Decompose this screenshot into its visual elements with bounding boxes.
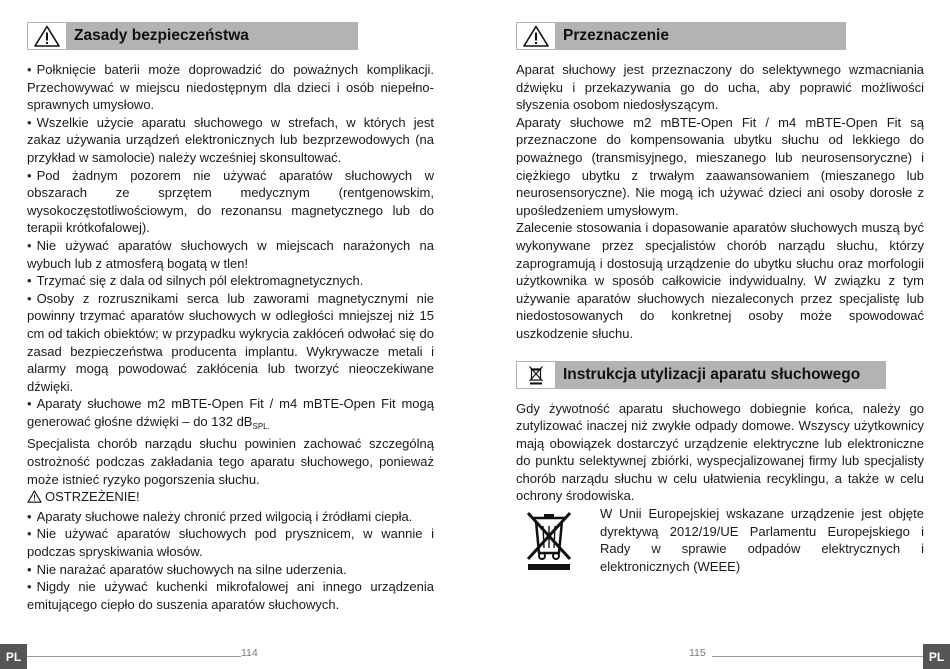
safety-title: Zasady bezpieczeństwa [74,27,249,44]
language-tab-right: PL [923,644,950,669]
spl-subscript: SPL. [252,421,270,431]
warning-item-moisture: • Aparaty słuchowe należy chronić przed wilgocią i źródłami ciepła. [27,508,434,526]
weee-notice [516,505,924,575]
left-column [27,22,434,613]
warning-triangle-icon [516,22,556,50]
page-number-right: 115 [689,647,706,659]
warning-item-microwave: • Nigdy nie używać kuchenki mikrofalowej ani innego urządzenia emitującego ciepło do suszenia aparatów słuchowych. [27,578,434,613]
purpose-section-header [516,22,846,50]
safety-item-battery: • Połknięcie baterii może doprowadzić do poważnych komplikacji. Przechowywać w miejscu niedostępnym dla dzieci i osób niepełno-sprawnych umysłowo. [27,61,434,114]
purpose-title: Przeznaczenie [563,27,669,44]
footer-rule-right [712,656,923,657]
specialist-note: Specjalista chorób narządu słuchu powinien zachować szczególną ostrożność podczas zakładania tego aparatu słuchowego, ponieważ może istnieć ryzyko pogorszenia słuchu. [27,436,434,487]
purpose-paragraph: Zalecenie stosowania i dopasowanie aparatów słuchowych muszą być wykonywane przez specjalistów chorób narządu słuchu, którzy zaprogramują i dostosują urządzenie do ubytku słuchu oraz morfologii użytkownika w sposób całkowicie indywidualny. W związku z tym używanie aparatów słuchowych niezaleconych przez specjalistę lub niedostosowanych do konkretnej osoby może spowodować uszkodzenie słuchu. [516,220,924,341]
page-footer [0,644,950,669]
crossed-bin-icon [516,361,556,389]
safety-section-header [27,22,358,50]
crossed-bin-icon [524,509,586,573]
safety-item-em-fields: • Trzymać się z dala od silnych pól elektromagnetycznych. [27,272,434,290]
disposal-paragraph: Gdy żywotność aparatu słuchowego dobiegnie końca, należy go zutylizować inaczej niż zwykłe odpady domowe. Wszyscy użytkownicy mają obowiązek dostarczyć urządzenie elektryczne lub elektroniczne do punktu selektywnej zbiórki, wyspecjalizowanej firmy lub specjalisty chorób narządu słuchu w celu ułatwienia recyklingu, a także w celu ochrony środowiska. [516,400,924,504]
page-number-left: 114 [241,647,258,659]
warning-triangle-icon [27,490,42,508]
purpose-paragraph: Aparaty słuchowe m2 mBTE-Open Fit / m4 mBTE-Open Fit są przeznaczone do kompensowania ubytku słuchu od lekkiego do poważnego (transmisyjnego, mieszanego lub neurosensoryczne) i ciężkiego ubytku z trwałym zaawansowaniem (mieszanego lub neurosensoryczne). Nie mogą ich używać dzieci ani osoby dorosłe z upośledzeniem umysłowym. [516,114,924,218]
footer-rule-left [27,656,241,657]
weee-text: W Unii Europejskiej wskazane urządzenie jest objęte dyrektywą 2012/19/UE Parlamentu Europejskiego i Rady w sprawie odpadów elektrycznych i elektronicznych (WEEE) [600,506,924,574]
warning-item-impacts: • Nie narażać aparatów słuchowych na silne uderzenia. [27,561,434,579]
right-column [516,22,924,575]
safety-item-spl [27,395,434,435]
purpose-paragraph: Aparat słuchowy jest przeznaczony do selektywnego wzmacniania dźwięku i przekazywania go do ucha, aby poprawić możliwości słyszenia osobom niedosłyszącym. [516,62,924,113]
spl-text: Aparaty słuchowe m2 mBTE-Open Fit / m4 mBTE-Open Fit mogą generować głośne dźwięki – do 132 dB [27,396,434,429]
disposal-section-header [516,361,886,389]
warning-triangle-icon [27,22,67,50]
warning-label: OSTRZEŻENIE! [45,489,140,505]
safety-item-explosive: • Nie używać aparatów słuchowych w miejscach narażonych na wybuch lub z atmosferą bogatą w tlen! [27,237,434,272]
warning-heading [27,488,434,508]
safety-item-medical-areas: • Pod żadnym pozorem nie używać aparatów słuchowych w obszarach ze sprzętem medycznym (rentgenowskim, wysokoczęstotliwościowym, do rezonansu magnetycznego lub do terapii krótkofalowej). [27,167,434,237]
safety-item-pacemakers: • Osoby z rozrusznikami serca lub zaworami magnetycznymi nie powinny trzymać aparatów słuchowych w odległości mniejszej niż 15 cm od takich obiektów; w przypadku wykrycia zakłóceń odwołać się do zasad bezpieczeństwa producenta implantu. Wykrywacze metali i alarmy mogą powodować zakłócenia lub tworzyć nieoczekiwane dźwięki. [27,290,434,396]
disposal-title: Instrukcja utylizacji aparatu słuchowego [563,365,861,383]
safety-item-restricted-zones: • Wszelkie użycie aparatu słuchowego w strefach, w których jest zakaz używania urządzeń elektronicznych lub bezprzewodowych (na przykład w samolocie) należy wcześniej skonsultować. [27,114,434,167]
warning-item-shower: • Nie używać aparatów słuchowych pod prysznicem, w wannie i podczas spryskiwania włosów. [27,525,434,560]
language-tab-left: PL [0,644,27,669]
